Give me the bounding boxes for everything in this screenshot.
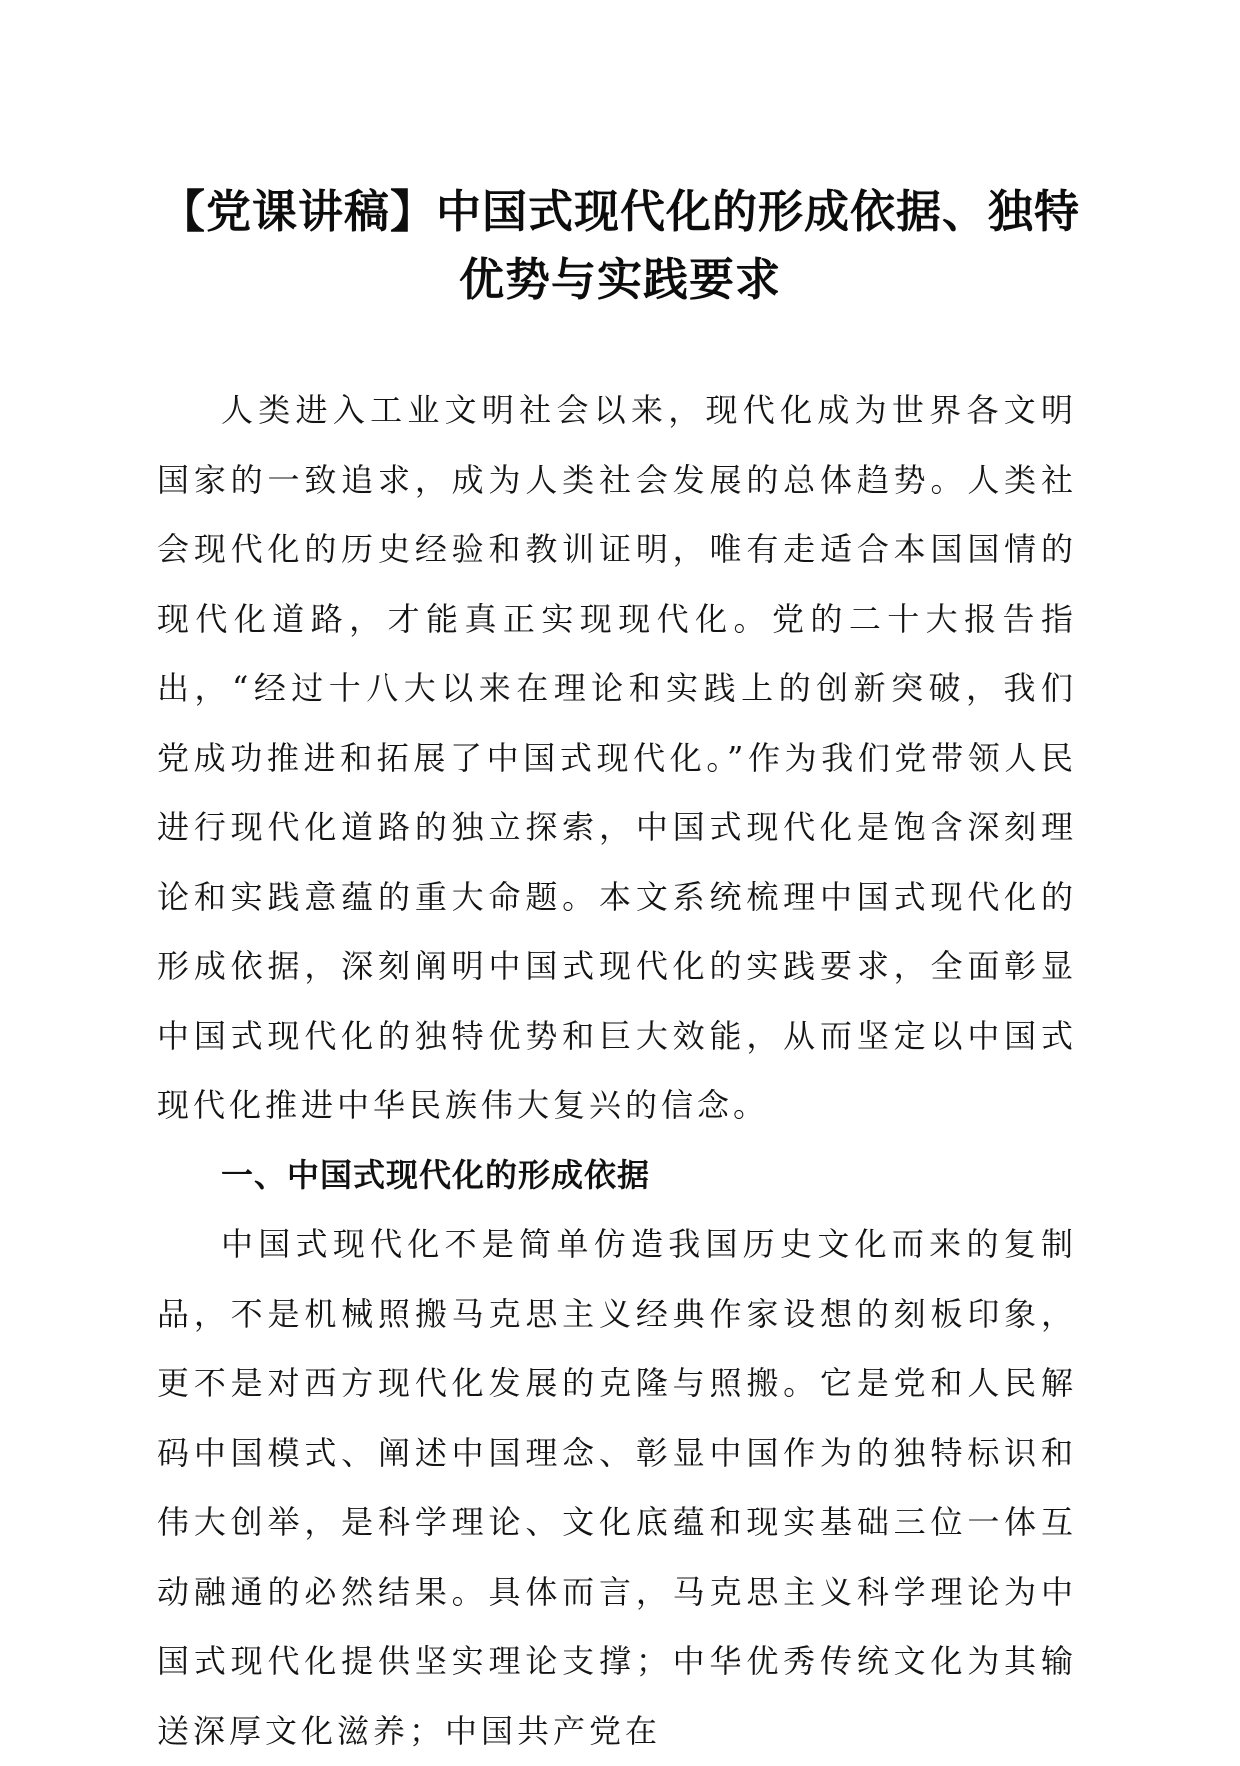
title-line-1: 【党课讲稿】中国式现代化的形成依据、独特 <box>159 185 1080 238</box>
intro-paragraph: 人类进入工业文明社会以来，现代化成为世界各文明国家的一致追求，成为人类社会发展的总体趋势。人类社会现代化的历史经验和教训证明，唯有走适合本国国情的现代化道路，才能真正实现现代化。党的二十大报告指出，“经过十八大以来在理论和实践上的创新突破，我们党成功推进和拓展了中国式现代化。”作为我们党带领人民进行现代化道路的独立探索，中国式现代化是饱含深刻理论和实践意蕴的重大命题。本文系统梳理中国式现代化的形成依据，深刻阐明中国式现代化的实践要求，全面彰显中国式现代化的独特优势和巨大效能，从而坚定以中国式现代化推进中华民族伟大复兴的信念。 <box>157 391 1077 1124</box>
section-heading-1: 一、中国式现代化的形成依据 <box>221 1155 651 1194</box>
title-line-2: 优势与实践要求 <box>458 253 781 306</box>
section-1-paragraph: 中国式现代化不是简单仿造我国历史文化而来的复制品，不是机械照搬马克思主义经典作家设想的刻板印象，更不是对西方现代化发展的克隆与照搬。它是党和人民解码中国模式、阐述中国理念、彰显中国作为的独特标识和伟大创举，是科学理论、文化底蕴和现实基础三位一体互动融通的必然结果。具体而言，马克思主义科学理论为中国式现代化提供坚实理论支撑；中华优秀传统文化为其输送深厚文化滋养；中国共产党在 <box>157 1225 1077 1750</box>
document-body <box>157 376 1077 1766</box>
document-title <box>140 178 1100 314</box>
